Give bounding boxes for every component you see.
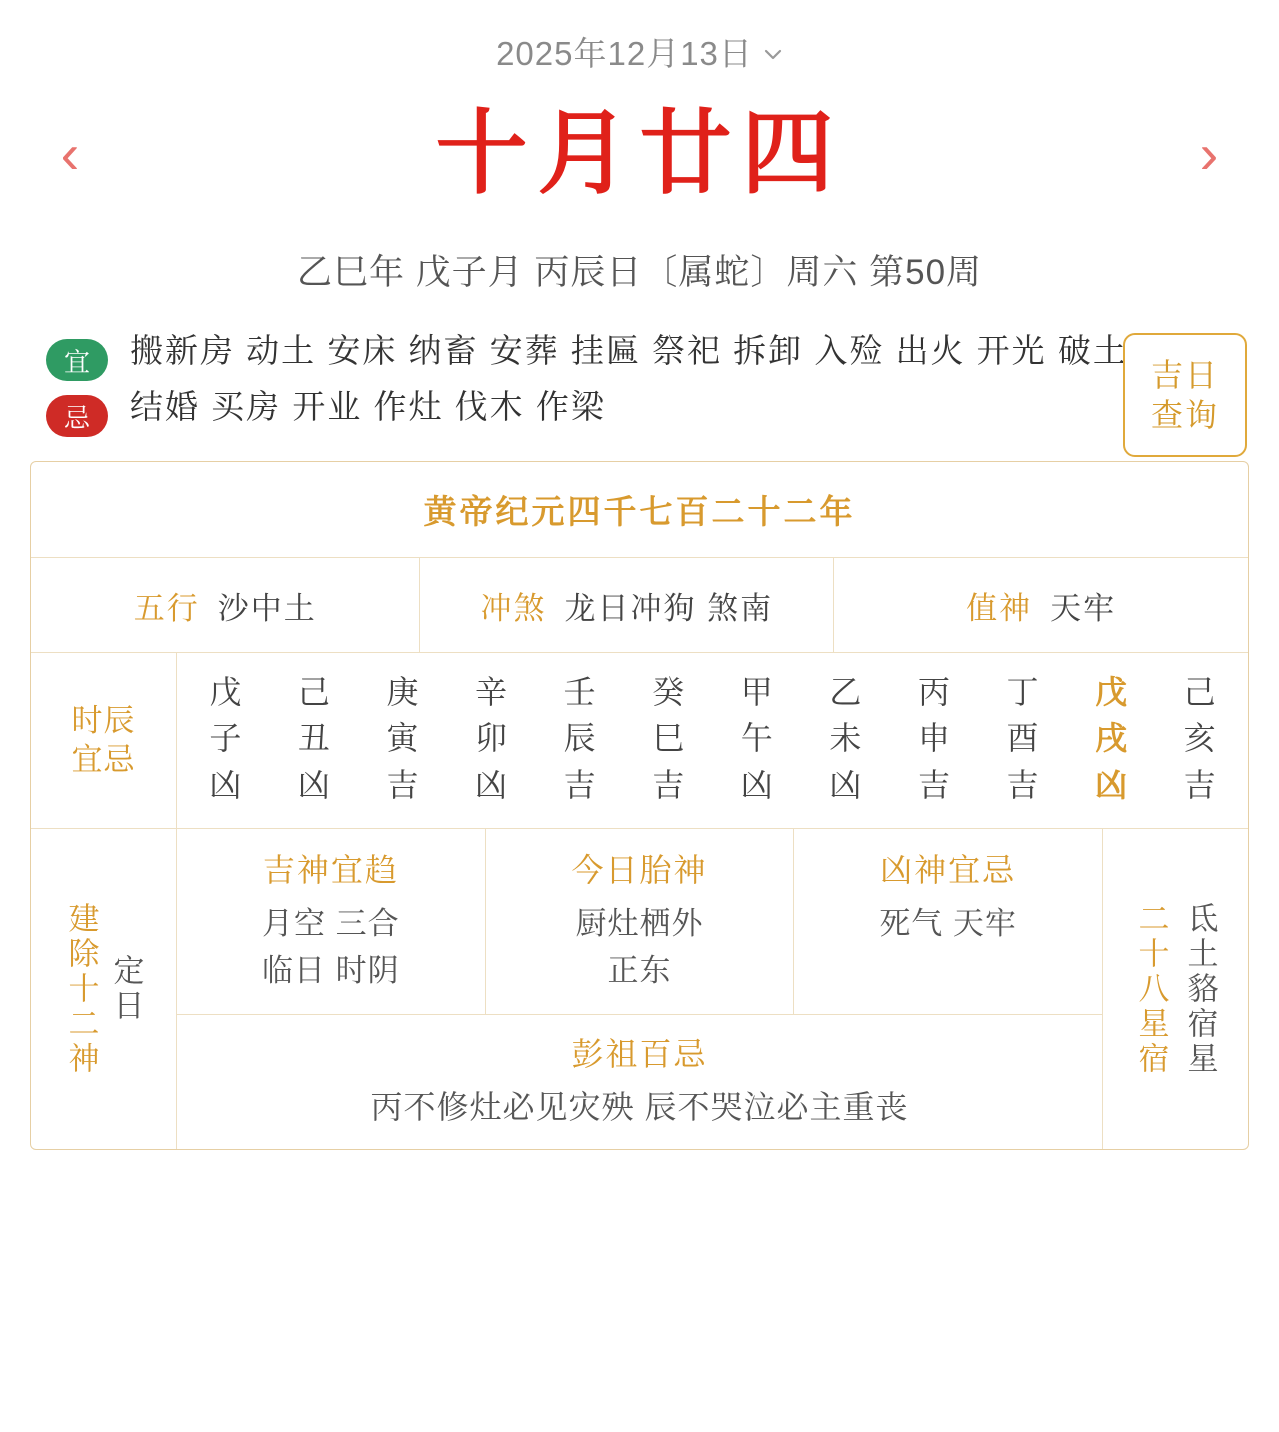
- shichen-zhi: 午: [740, 720, 773, 757]
- shichen-zhi: 酉: [1006, 720, 1039, 757]
- ganzhi-subtitle: 乙巳年 戊子月 丙辰日〔属蛇〕周六 第50周: [296, 253, 983, 292]
- chongsha-label: 冲煞: [480, 590, 547, 626]
- taishen-line2: 正东: [607, 952, 672, 988]
- shichen-luck: 凶: [829, 766, 862, 803]
- date-selector[interactable]: [0, 0, 1279, 75]
- shichen-zhi: 戌: [1095, 720, 1128, 757]
- shichen-gan: 戊: [209, 674, 242, 710]
- gregorian-date: 2025年12月13日: [496, 35, 753, 72]
- shichen-grid: [177, 653, 1248, 828]
- shichen-luck: 凶: [475, 766, 508, 803]
- taishen-box: [486, 829, 795, 1014]
- next-day-button[interactable]: ›: [1199, 122, 1219, 185]
- shichen-row: [31, 653, 1248, 829]
- shichen-item: [181, 669, 270, 808]
- info-row: [31, 558, 1248, 653]
- shichen-label: 时辰 宜忌: [31, 653, 177, 828]
- lucky-day-query-line1: 吉日: [1150, 357, 1219, 393]
- jishen-box: [177, 829, 486, 1014]
- shichen-gan: 丙: [917, 674, 950, 710]
- shichen-item: [978, 669, 1067, 808]
- ji-text: 结婚 买房 开业 作灶 伐木 作梁: [130, 388, 606, 425]
- shichen-gan: 癸: [652, 674, 685, 710]
- jishen-line2: 临日 时阴: [262, 952, 400, 988]
- shichen-item: [1155, 669, 1244, 808]
- taishen-title: 今日胎神: [571, 852, 708, 889]
- shichen-gan: 壬: [563, 674, 596, 710]
- shichen-item: [1067, 669, 1156, 808]
- star-cell: [1102, 829, 1248, 1149]
- shichen-item: [801, 669, 890, 808]
- star-value: 氐土貉宿星: [1182, 901, 1218, 1077]
- shichen-luck: 吉: [1006, 766, 1039, 803]
- shichen-zhi: 申: [917, 720, 950, 757]
- lunar-date-title: 十月廿四: [435, 100, 844, 207]
- yi-text: 搬新房 动土 安床 纳畜 安葬 挂匾 祭祀 拆卸 入殓 出火 开光 破土: [130, 332, 1128, 369]
- wuxing-label: 五行: [133, 590, 200, 626]
- lucky-day-query-line2: 查询: [1150, 397, 1219, 433]
- shichen-item: [535, 669, 624, 808]
- shichen-zhi: 巳: [652, 720, 685, 757]
- shichen-item: [447, 669, 536, 808]
- zhishen-cell: [834, 558, 1248, 652]
- shichen-item: [890, 669, 979, 808]
- shichen-gan: 乙: [829, 674, 862, 710]
- shichen-luck: 凶: [209, 766, 242, 803]
- wuxing-value: 沙中土: [217, 590, 317, 626]
- shichen-zhi: 未: [829, 720, 862, 757]
- shichen-gan: 己: [297, 674, 330, 710]
- chongsha-value: 龙日冲狗 煞南: [564, 590, 774, 626]
- lunar-title-row: [0, 99, 1279, 209]
- shichen-zhi: 寅: [386, 720, 419, 757]
- pengzu-body: 丙不修灶必见灾殃 辰不哭泣必主重丧: [370, 1089, 909, 1126]
- shichen-zhi: 卯: [475, 720, 508, 757]
- shichen-item: [713, 669, 802, 808]
- shichen-gan: 甲: [740, 674, 773, 710]
- shichen-item: [270, 669, 359, 808]
- zhishen-label: 值神: [966, 590, 1033, 626]
- shichen-zhi: 子: [209, 720, 242, 757]
- wuxing-cell: [31, 558, 420, 652]
- jishen-line1: 月空 三合: [262, 906, 400, 942]
- huangdi-year: 黄帝纪元四千七百二十二年: [423, 493, 856, 530]
- bottom-row: [31, 829, 1248, 1149]
- bottom-middle-top: [177, 829, 1102, 1015]
- shichen-luck: 吉: [563, 766, 596, 803]
- shichen-zhi: 辰: [563, 720, 596, 757]
- jishen-title: 吉神宜趋: [262, 852, 399, 889]
- jianchu-label: 建除十二神: [63, 901, 99, 1077]
- taishen-line1: 厨灶栖外: [575, 906, 704, 942]
- shichen-luck: 凶: [1095, 766, 1128, 803]
- shichen-luck: 吉: [652, 766, 685, 803]
- chevron-down-icon[interactable]: [763, 45, 783, 65]
- shichen-zhi: 亥: [1183, 720, 1216, 757]
- huangdi-row: [31, 462, 1248, 558]
- pengzu-box: [177, 1015, 1102, 1149]
- ji-row: [46, 385, 1279, 437]
- shichen-luck: 吉: [386, 766, 419, 803]
- shichen-item: [624, 669, 713, 808]
- shichen-gan: 戊: [1095, 674, 1128, 710]
- shichen-zhi: 丑: [297, 720, 330, 757]
- lucky-day-query-button[interactable]: [1123, 333, 1247, 457]
- yiji-section: [0, 329, 1279, 437]
- jianchu-cell: [31, 829, 177, 1149]
- shichen-item: [358, 669, 447, 808]
- shichen-gan: 辛: [475, 674, 508, 710]
- xiongshen-title: 凶神宜忌: [880, 852, 1017, 889]
- yi-row: [46, 329, 1279, 381]
- xiongshen-box: [794, 829, 1102, 1014]
- star-label: 二十八星宿: [1133, 901, 1169, 1077]
- zhishen-value: 天牢: [1050, 590, 1117, 626]
- shichen-luck: 凶: [740, 766, 773, 803]
- prev-day-button[interactable]: ‹: [60, 122, 80, 185]
- yi-badge: 宜: [46, 339, 108, 381]
- shichen-luck: 吉: [1183, 766, 1216, 803]
- pengzu-title: 彭祖百忌: [571, 1036, 708, 1073]
- shichen-luck: 吉: [917, 766, 950, 803]
- almanac-table: [30, 461, 1249, 1150]
- ji-badge: 忌: [46, 395, 108, 437]
- chongsha-cell: [420, 558, 834, 652]
- xiongshen-line1: 死气 天牢: [879, 906, 1017, 942]
- shichen-gan: 己: [1183, 674, 1216, 710]
- shichen-gan: 丁: [1006, 674, 1039, 710]
- bottom-middle: [177, 829, 1102, 1149]
- shichen-gan: 庚: [386, 674, 419, 710]
- shichen-luck: 凶: [297, 766, 330, 803]
- jianchu-value: 定日: [108, 954, 144, 1025]
